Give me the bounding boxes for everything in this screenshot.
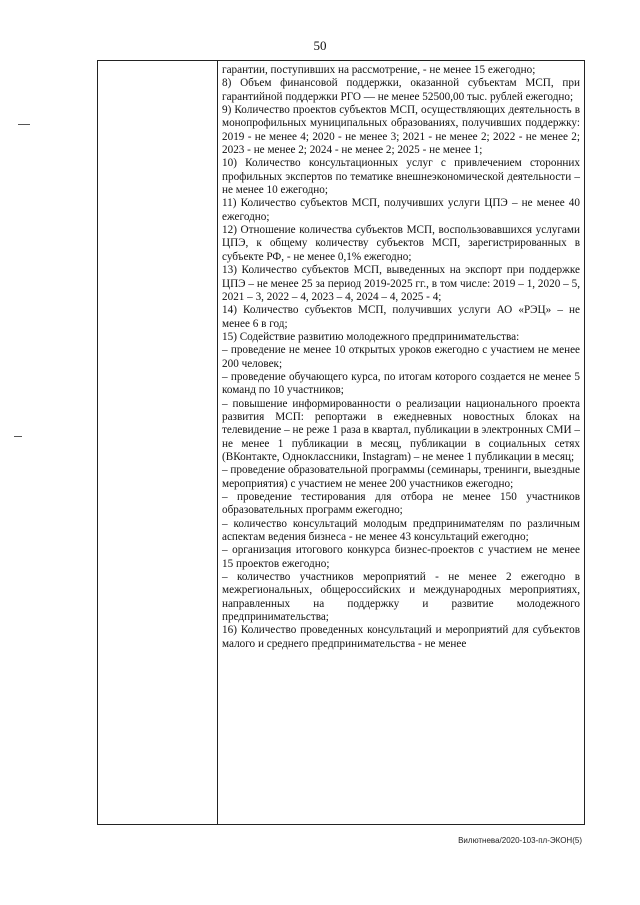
footer-reference: Вилютнева/2020-103-пл-ЭКОН(5) [458, 836, 582, 845]
paragraph: 12) Отношение количества субъектов МСП, воспользовавшихся услугами ЦПЭ, к общему количеству субъектов МСП, зарегистрированных в субъекте РФ, - не менее 0,1% ежегодно; [222, 224, 580, 263]
paragraph: – количество участников мероприятий - не менее 2 ежегодно в межрегиональных, общероссийских и международных мероприятиях, направленных на поддержку и развитие молодежного предпринимательства; [222, 571, 580, 624]
paragraph: гарантии, поступивших на рассмотрение, - не менее 15 ежегодно; [222, 64, 536, 76]
paragraph: 10) Количество консультационных услуг с привлечением сторонних профильных экспертов по тематике внешнеэкономической деятельности – не менее 10 ежегодно; [222, 157, 580, 197]
paragraph: – количество консультаций молодым предпринимателям по различным аспектам ведения бизнеса - не менее 43 консультаций ежегодно; [222, 517, 580, 544]
paragraph: 14) Количество субъектов МСП, получивших услуги АО «РЭЦ» – не менее 6 в год; [222, 304, 580, 330]
table-left-column [98, 61, 218, 824]
paragraph: – организация итогового конкурса бизнес-проектов с участием не менее 15 проектов ежегодно; [222, 544, 580, 570]
paragraph: – проведение образовательной программы (семинары, тренинги, выездные мероприятия) с участием не менее 200 участников ежегодно; [222, 464, 580, 490]
paragraph: 15) Содействие развитию молодежного предпринимательства: [222, 330, 520, 343]
table-right-column [218, 61, 584, 824]
paragraph: 13) Количество субъектов МСП, выведенных на экспорт при поддержке ЦПЭ – не менее 25 за период 2019-2025 гг., в том числе: 2019 – 1, 2020 – 5, 2021 – 3, 2022 – 4, 2023 – 4, 2024 – 4, 2025 - 4; [222, 264, 580, 303]
paragraph: 8) Объем финансовой поддержки, оказанной субъектам МСП, при гарантийной поддержки РГО — не менее 52500,00 тыс. рублей ежегодно; [222, 77, 580, 103]
margin-mark [18, 124, 30, 125]
margin-mark [14, 436, 22, 437]
paragraph: – проведение обучающего курса, по итогам которого создается не менее 5 команд по 10 участников; [222, 370, 580, 397]
page-number: 50 [313, 38, 327, 53]
paragraph: 16) Количество проведенных консультаций и мероприятий для субъектов малого и среднего предпринимательства - не менее [222, 624, 580, 650]
paragraph: 11) Количество субъектов МСП, получивших услуги ЦПЭ – не менее 40 ежегодно; [222, 197, 580, 223]
paragraph: – проведение не менее 10 открытых уроков ежегодно с участием не менее 200 человек; [222, 344, 580, 370]
content-table [97, 60, 585, 825]
paragraph: – проведение тестирования для отбора не менее 150 участников образовательных программ ежегодно; [222, 491, 580, 517]
paragraph: – повышение информированности о реализации национального проекта развития МСП: репортажи в ежедневных новостных блоках на телевидение – не реже 1 раза в квартал, публикации в электронных СМИ – не менее 1 публикации в месяц, публикации в социальных сетях (ВКонтакте, Одноклассники, Instagram) – не менее 1 публикации в месяц; [222, 397, 580, 463]
paragraph: 9) Количество проектов субъектов МСП, осуществляющих деятельность в монопрофильных муниципальных образованиях, получивших поддержку: 2019 - не менее 4; 2020 - не менее 3; 2021 - не менее 2; 2022 - не менее 2; 2023 - не менее 2; 2024 - не менее 2; 2025 - не менее 1; [222, 104, 580, 157]
